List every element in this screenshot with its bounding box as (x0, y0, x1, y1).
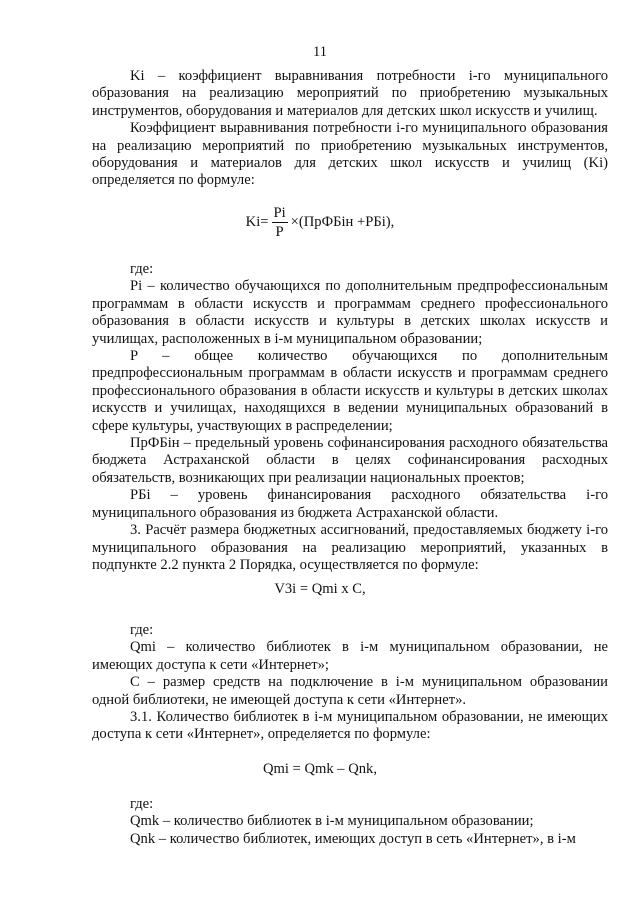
paragraph-section-3-1: 3.1. Количество библиотек в i-м муниципальном образовании, не имеющих доступа к сети «Интернет», определяется по формуле: (92, 709, 608, 743)
formula-ki-lhs: Ki= (245, 213, 269, 230)
paragraph-p: P – общее количество обучающихся по дополнительным предпрофессиональным программам в области искусств и программам среднего профессионального образования в области искусств и культуры в детских школах искусств и училищах, находящихся в ведении муниципальных образований в сфере культуры, участвующих в распределении; (92, 348, 608, 434)
paragraph-pi: Pi – количество обучающихся по дополнительным предпрофессиональным программам в области искусств и программам среднего профессионального образования в области искусств и культуры в детских школах искусств и училищах, расположенных в i-м муниципальном образовании; (92, 278, 608, 347)
formula-ki-denominator: P (275, 224, 284, 240)
paragraph-ki-definition: Ki – коэффициент выравнивания потребности i-го муниципального образования на реализацию мероприятий по приобретению музыкальных инструментов, оборудования и материалов для детских школ искусств и училищ. (92, 68, 608, 119)
paragraph-section-3: 3. Расчёт размера бюджетных ассигнований, предоставляемых бюджету i-го муниципального образования на реализацию мероприятий, указанных в подпункте 2.2 пункта 2 Порядка, осуществляется по формуле: (92, 522, 608, 573)
paragraph-c: C – размер средств на подключение в i-м муниципальном образовании одной библиотеки, не имеющей доступа к сети «Интернет». (92, 674, 608, 708)
where-label: где: (130, 261, 154, 277)
formula-ki-rhs: ×(ПрФБiн +РБi), (290, 213, 395, 230)
paragraph-rbi: РБi – уровень финансирования расходного обязательства i-го муниципального образования из бюджета Астраханской области. (92, 487, 608, 521)
formula-ki-fraction (272, 204, 288, 241)
formula-v3i: V3i = Qmi x C, (274, 581, 366, 597)
where-label-2: где: (130, 622, 154, 638)
where-label-3: где: (130, 796, 154, 812)
paragraph-qmk: Qmk – количество библиотек в i-м муниципальном образовании; (130, 813, 534, 830)
formula-ki-numerator: Pi (273, 205, 286, 221)
text-block-intro (92, 68, 608, 190)
text-block-definitions (92, 261, 608, 574)
page-number: 11 (313, 44, 327, 60)
formula-ki (0, 204, 640, 241)
text-block-libraries (92, 622, 608, 744)
paragraph-ki-formula-intro: Коэффициент выравнивания потребности i-го муниципального образования на реализацию мероприятий по приобретению музыкальных инструментов, оборудования и материалов для детских школ искусств и училищ (Ki) определяется по формуле: (92, 120, 608, 189)
formula-qmi: Qmi = Qmk – Qnk, (262, 761, 378, 777)
text-block-final (92, 796, 608, 848)
paragraph-prfbin: ПрФБiн – предельный уровень софинансирования расходного обязательства бюджета Астраханской области в целях софинансирования расходных обязательств, возникающих при реализации национальных проектов; (92, 435, 608, 486)
paragraph-qmi: Qmi – количество библиотек в i-м муниципальном образовании, не имеющих доступа к сети «Интернет»; (92, 639, 608, 673)
paragraph-qnk: Qnk – количество библиотек, имеющих доступ в сеть «Интернет», в i-м (130, 830, 576, 847)
